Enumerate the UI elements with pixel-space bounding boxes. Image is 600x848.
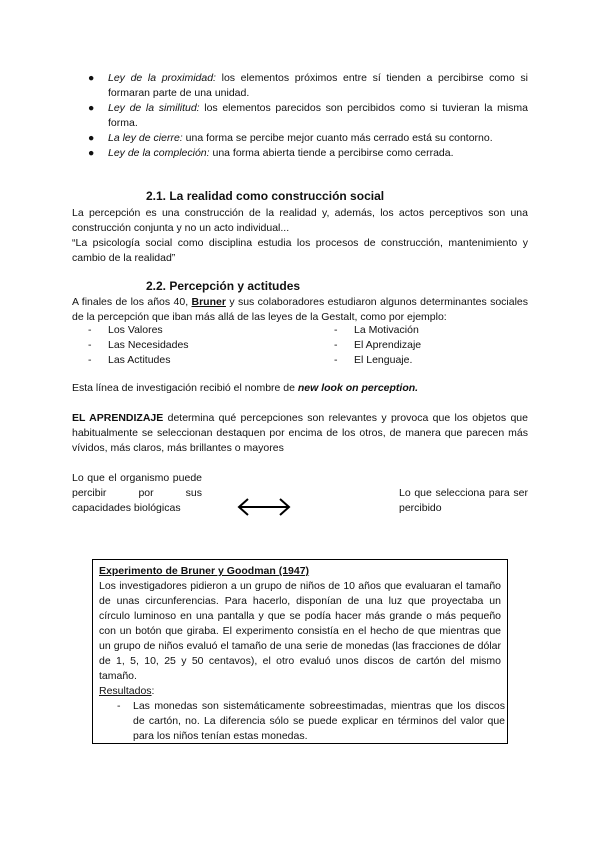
section-2-2-intro: A finales de los años 40, Bruner y sus colaboradores estudiaron algunos determinantes sociales de la percepción que iban más allá de las leyes de la Gestalt, como por ejemplo:: [72, 296, 529, 323]
double-arrow-icon: [236, 494, 292, 520]
results-heading: Resultados:: [99, 685, 155, 697]
bullet-icon: ●: [88, 72, 95, 84]
comparison-right-text: Lo que selecciona para ser percibido: [399, 487, 528, 514]
section-heading-2-2: 2.2. Percepción y actitudes: [146, 279, 301, 293]
list-item: - Los Valores: [88, 324, 163, 336]
determinants-right-list: [334, 323, 534, 368]
new-look-line: Esta línea de investigación recibió el nombre de new look on perception.: [72, 382, 419, 394]
aprendizaje-paragraph: EL APRENDIZAJE determina qué percepciones son relevantes y provoca que los objetos que habitualmente se seleccionan destaquen por encima de los otros, de manera que parecen más vívidos, más claros, más brillantes o mayores: [72, 412, 528, 454]
list-item: - Las Necesidades: [88, 339, 189, 351]
list-item: ● La ley de cierre: una forma se percibe mejor cuanto más cerrado está su contorno.: [88, 132, 493, 144]
list-item: - Las Actitudes: [88, 354, 171, 366]
bruner-name: Bruner: [191, 296, 226, 308]
list-item: - La Motivación: [334, 324, 419, 336]
section-heading-2-1: 2.1. La realidad como construcción social: [146, 189, 385, 203]
new-look-term: new look on perception.: [297, 382, 419, 394]
experiment-body: Los investigadores pidieron a un grupo de niños de 10 años que evaluaran el tamaño de unas circunferencias. Para hacerlo, disponían de una luz que proyectaba un círculo luminoso en una pantalla y que se podía hacer más grande o más pequeño con un botón que giraba. El experimento consistía en el hecho de que mientras que un grupo de niños evaluó el tamaño de una serie de monedas (las fracciones de dólar de 1, 5, 10, 25 y 50 centavos), el otro evaluó unos discos de cartón del mismo tamaño.: [99, 580, 501, 682]
section-2-1-quote: “La psicología social como disciplina estudia los procesos de construcción, mantenimiento y cambio de la realidad”: [72, 237, 528, 264]
bullet-icon: ●: [88, 132, 95, 144]
list-item: ● Ley de la proximidad: los elementos próximos entre sí tienden a percibirse como si formaran parte de una unidad.: [88, 72, 528, 99]
list-item: - El Aprendizaje: [334, 339, 422, 351]
result-item: - Las monedas son sistemáticamente sobreestimadas, mientras que los discos de cartón, no. La diferencia sólo se puede explicar en términos del valor que para los niños tenían estas monedas.: [117, 700, 505, 742]
list-item: - El Lenguaje.: [334, 354, 413, 366]
bullet-icon: ●: [88, 102, 95, 114]
experiment-title: Experimento de Bruner y Goodman (1947): [99, 565, 310, 577]
bullet-icon: ●: [88, 147, 95, 159]
section-2-1-paragraph: La percepción es una construcción de la realidad y, además, los actos perceptivos son una construcción conjunta y no un acto individual...: [72, 207, 528, 234]
determinants-left-list: [88, 323, 288, 368]
gestalt-laws-list: [88, 71, 528, 161]
list-item: ● Ley de la compleción: una forma abierta tiende a percibirse como cerrada.: [88, 147, 454, 159]
list-item: ● Ley de la similitud: los elementos parecidos son percibidos como si tuvieran la misma forma.: [88, 102, 529, 129]
comparison-left-text: Lo que el organismo puede percibir por sus capacidades biológicas: [72, 472, 202, 514]
experiment-box: [92, 559, 508, 744]
